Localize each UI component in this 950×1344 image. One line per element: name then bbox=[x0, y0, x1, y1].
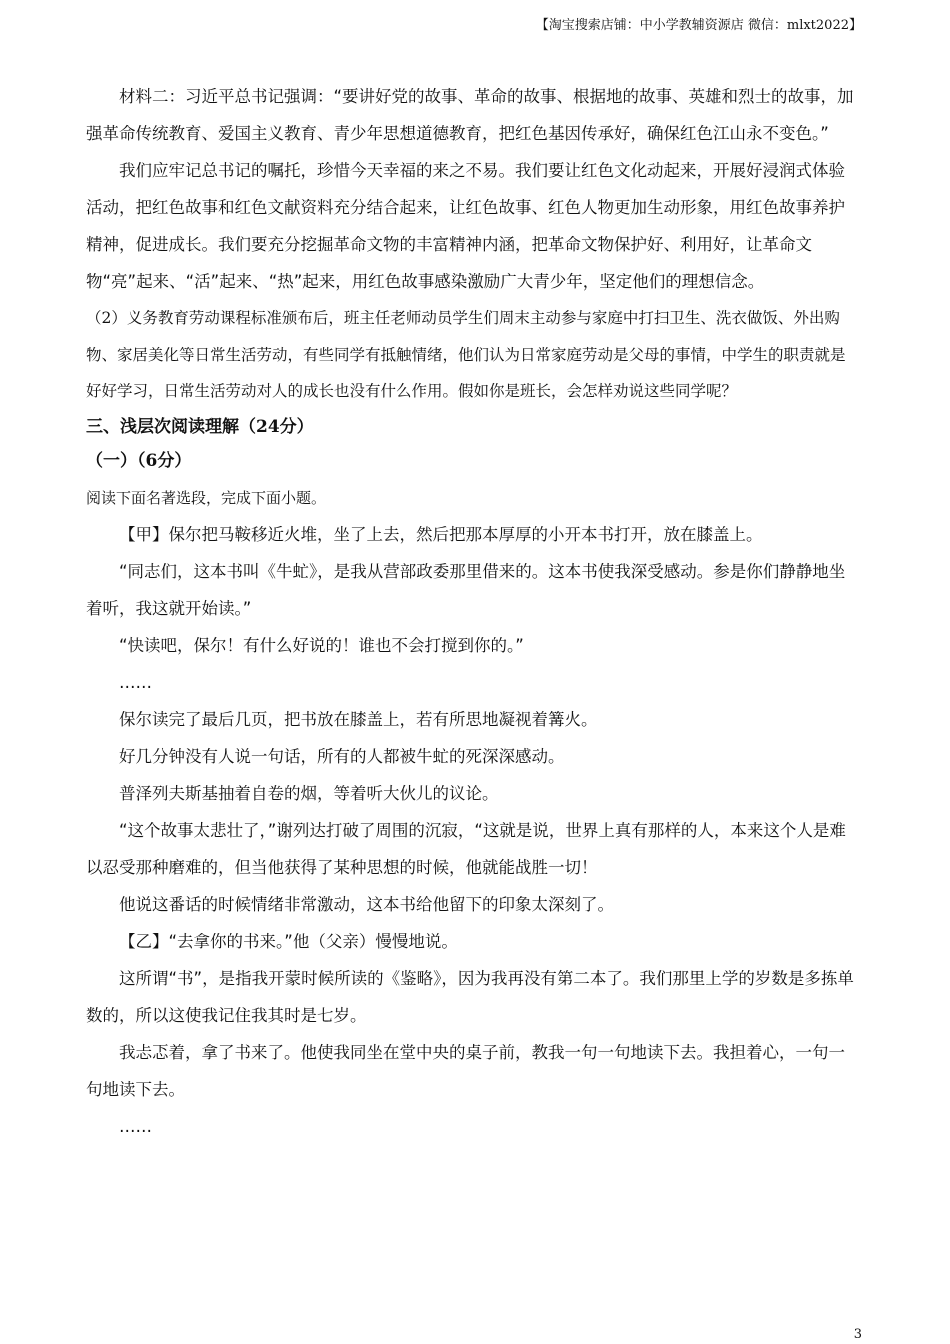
page-number: 3 bbox=[853, 1327, 862, 1342]
section-title: 三、浅层次阅读理解（24分） bbox=[86, 416, 314, 437]
passage-paragraph: 我忐忑着，拿了书来了。他使我同坐在堂中央的桌子前，教我一句一句地读下去。我担着心，一句一句地读下去。 bbox=[86, 1042, 845, 1099]
passage-paragraph: 他说这番话的时候情绪非常激动，这本书给他留下的印象太深刻了。 bbox=[119, 894, 614, 914]
material-two-paragraph: 材料二：习近平总书记强调：“要讲好党的故事、革命的故事、根据地的故事、英雄和烈士的故事，加强革命传统教育、爱国主义教育、青少年思想道德教育，把红色基因传承好，确保红色江山永不变色。” bbox=[86, 87, 854, 143]
passage-paragraph: 普泽列夫斯基抽着自卷的烟，等着听大伙儿的议论。 bbox=[119, 783, 499, 803]
answer-paragraph: 我们应牢记总书记的嘱托，珍惜今天幸福的来之不易。我们要让红色文化动起来，开展好浸润式体验活动，把红色故事和红色文献资料充分结合起来，让红色故事、红色人物更加生动形象，用红色故事养护精神，促进成长。我们要充分挖掘革命文物的丰富精神内涵，把革命文物保护好、利用好，让革命文物“亮”起来、“活”起来、“热”起来，用红色故事感染激励广大青少年，坚定他们的理想信念。 bbox=[86, 161, 845, 291]
passage-paragraph: “快读吧，保尔！有什么好说的！谁也不会打搅到你的。” bbox=[119, 635, 524, 655]
passage-paragraph: 保尔读完了最后几页，把书放在膝盖上，若有所思地凝视着篝火。 bbox=[119, 709, 598, 729]
passage-paragraph: 【乙】“去拿你的书来。”他（父亲）慢慢地说。 bbox=[119, 931, 458, 951]
instruction-text: 阅读下面名著选段，完成下面小题。 bbox=[86, 488, 327, 507]
passage-paragraph: 好几分钟没有人说一句话，所有的人都被牛虻的死深深感动。 bbox=[119, 746, 565, 766]
passage-paragraph: “同志们，这本书叫《牛虻》，是我从营部政委那里借来的。这本书使我深受感动。参是你们静静地坐着听，我这就开始读。” bbox=[86, 561, 846, 618]
passage-ellipsis: …… bbox=[119, 1116, 152, 1136]
passage-ellipsis: …… bbox=[119, 672, 152, 692]
passage-paragraph: 这所谓“书”，是指我开蒙时候所读的《鉴略》，因为我再没有第二本了。我们那里上学的岁数是多拣单数的，所以这使我记住我其时是七岁。 bbox=[86, 968, 854, 1025]
page-header: 【淘宝搜索店铺：中小学教辅资源店 微信：mlxt2022】 bbox=[535, 18, 862, 33]
passage-paragraph: 【甲】保尔把马鞍移近火堆，坐了上去，然后把那本厚厚的小开本书打开，放在膝盖上。 bbox=[119, 524, 763, 544]
subsection-title: （一）（6分） bbox=[86, 450, 192, 471]
passage-paragraph: “这个故事太悲壮了，”谢列达打破了周围的沉寂，“这就是说，世界上真有那样的人，本来这个人是难以忍受那种磨难的，但当他获得了某种思想的时候，他就能战胜一切！ bbox=[86, 820, 846, 877]
document-body bbox=[86, 78, 860, 1145]
question-two: （2）义务教育劳动课程标准颁布后，班主任老师动员学生们周末主动参与家庭中打扫卫生、洗衣做饭、外出购物、家居美化等日常生活劳动，有些同学有抵触情绪，他们认为日常家庭劳动是父母的事情，中学生的职责就是好好学习，日常生活劳动对人的成长也没有什么作用。假如你是班长，会怎样劝说这些同学呢？ bbox=[86, 309, 846, 400]
